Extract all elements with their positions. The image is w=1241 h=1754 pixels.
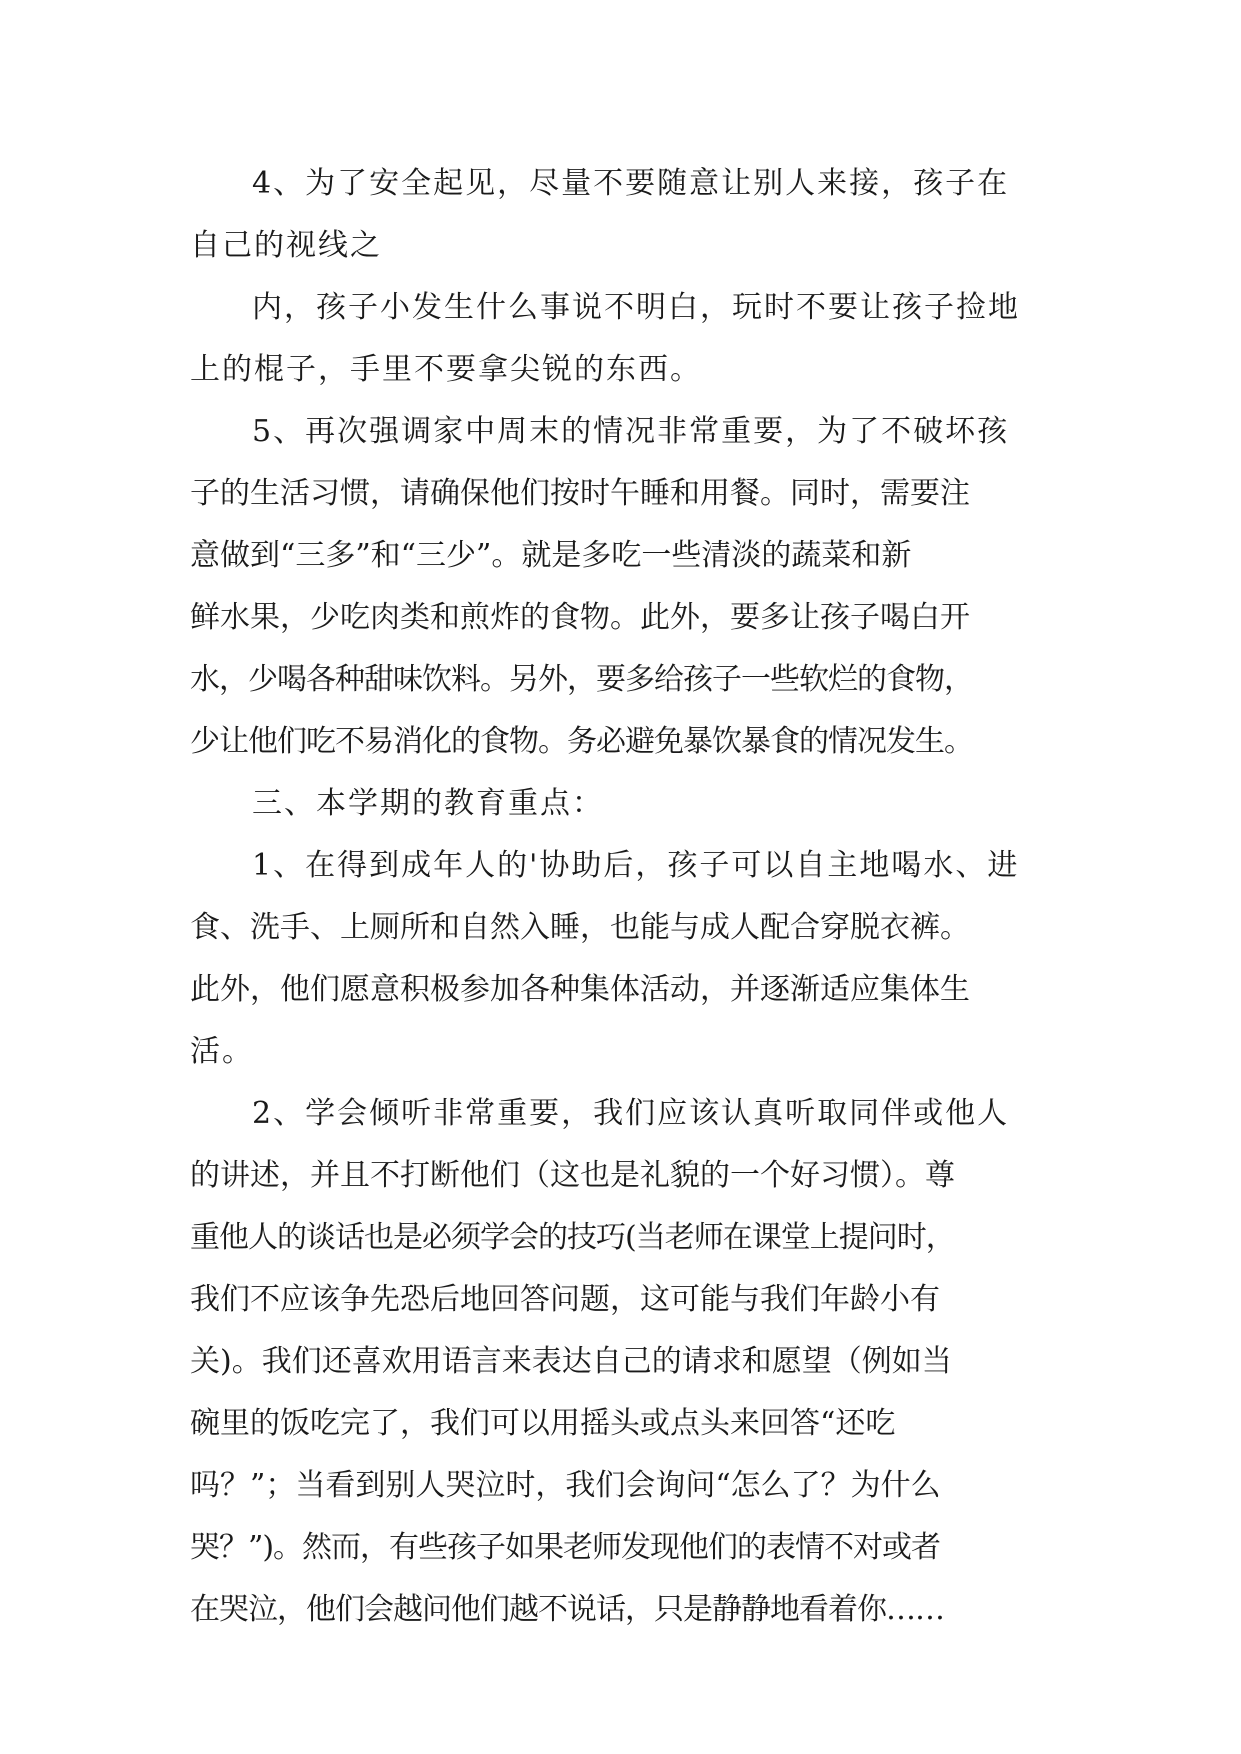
text-line: 哭？”)。然而，有些孩子如果老师发现他们的表情不对或者: [190, 1530, 941, 1565]
text-line: 此外，他们愿意积极参加各种集体活动，并逐渐适应集体生: [190, 972, 970, 1007]
text-line: 2、学会倾听非常重要，我们应该认真听取同伴或他人: [252, 1096, 1010, 1131]
text-line: 的讲述，并且不打断他们（这也是礼貌的一个好习惯）。尊: [190, 1158, 955, 1193]
text-line: 水，少喝各种甜味饮料。另外，要多给孩子一些软烂的食物，: [190, 662, 973, 697]
text-line: 吗？”；当看到别人哭泣时，我们会询问“怎么了？为什么: [190, 1468, 941, 1503]
text-line: 5、再次强调家中周末的情况非常重要，为了不破坏孩: [252, 414, 1010, 449]
text-line: 上的棍子，手里不要拿尖锐的东西。: [190, 352, 702, 387]
text-line: 我们不应该争先恐后地回答问题，这可能与我们年龄小有: [190, 1282, 940, 1317]
text-line: 意做到“三多”和“三少”。就是多吃一些清淡的蔬菜和新: [190, 538, 912, 573]
text-line: 4、为了安全起见，尽量不要随意让别人来接，孩子在: [252, 166, 1010, 201]
text-line: 在哭泣，他们会越问他们越不说话，只是静静地看着你……: [190, 1592, 944, 1627]
section-heading-education-focus: [190, 773, 1050, 835]
text-line: 关)。我们还喜欢用语言来表达自己的请求和愿望（例如当: [190, 1344, 952, 1379]
text-line: 碗里的饭吃完了，我们可以用摇头或点头来回答“还吃: [190, 1406, 896, 1441]
text-line: 内，孩子小发生什么事说不明白，玩时不要让孩子捡地: [252, 290, 1020, 325]
section-heading: 三、本学期的教育重点：: [252, 786, 604, 821]
text-line: 食、洗手、上厕所和自然入睡，也能与成人配合穿脱衣裤。: [190, 910, 970, 945]
document-body: [190, 153, 1050, 1641]
text-line: 重他人的谈话也是必须学会的技巧(当老师在课堂上提问时，: [190, 1220, 955, 1255]
paragraph-item-5: [190, 401, 1050, 773]
text-line: 鲜水果，少吃肉类和煎炸的食物。此外，要多让孩子喝白开: [190, 600, 970, 635]
text-line: 1、在得到成年人的'协助后，孩子可以自主地喝水、进: [252, 848, 1020, 883]
paragraph-item-4: [190, 153, 1050, 277]
paragraph-goal-1: [190, 835, 1050, 1083]
text-line: 子的生活习惯，请确保他们按时午睡和用餐。同时，需要注: [190, 476, 970, 511]
text-line: 自己的视线之: [190, 228, 382, 263]
text-line: 少让他们吃不易消化的食物。务必避免暴饮暴食的情况发生。: [190, 724, 973, 759]
paragraph-item-4-continued: [190, 277, 1050, 401]
text-line: 活。: [190, 1034, 254, 1069]
paragraph-goal-2: [190, 1083, 1050, 1641]
